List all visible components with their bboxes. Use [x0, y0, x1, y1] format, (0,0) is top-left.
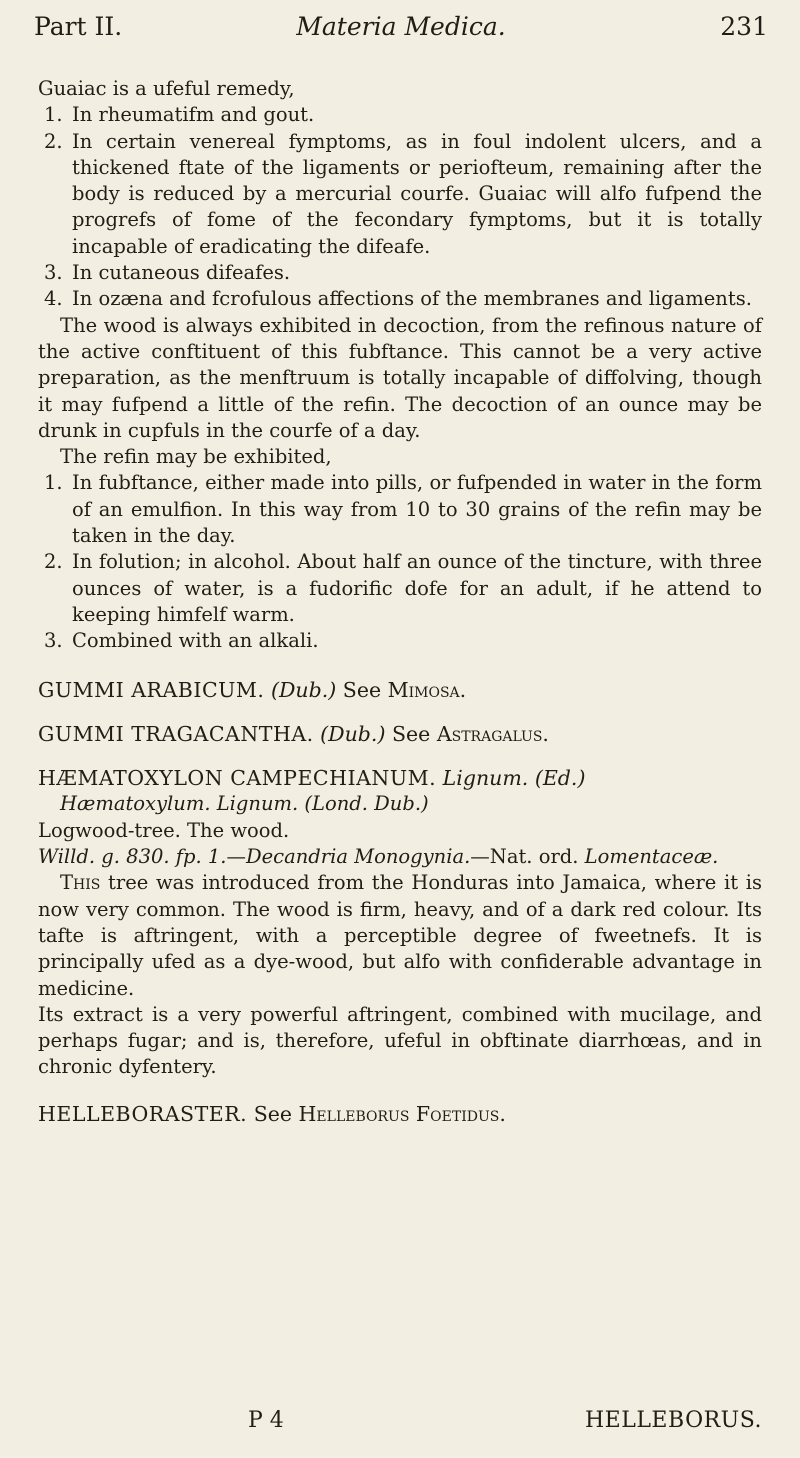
list-item: 4. In ozæna and fcrofulous affections of the membranes and ligaments.: [44, 287, 752, 311]
entry-gummi-tragacantha: GUMMI TRAGACANTHA. (Dub.) See Astragalus.: [38, 721, 549, 746]
entry-title-line: [38, 765, 762, 791]
extract-paragraph: Its extract is a very powerful aftringent, combined with mucilage, and perhaps fugar; and is, therefore, ufeful in obftinate diarrhœas, and in chronic dyfentery.: [38, 1002, 762, 1079]
section-title: Materia Medica.: [296, 12, 506, 41]
classification-line: Willd. g. 830. fp. 1.—Decandria Monogynia.—Nat. ord. Lomentaceæ.: [38, 845, 719, 869]
source-label: (Dub.): [320, 721, 386, 746]
cross-reference: Astragalus.: [436, 721, 549, 746]
list-item: 1. In fubftance, either made into pills, or fufpended in water in the form of an emulfion. In this way from 10 to 30 grains of the refin may be taken in the day.: [44, 471, 762, 548]
source-label: (Dub.): [270, 677, 337, 702]
source-label: (Ed.): [534, 766, 586, 791]
list-item: 1. In rheumatifm and gout.: [44, 103, 315, 127]
list-item: 3. In cutaneous difeafes.: [44, 261, 291, 285]
entry-headword: GUMMI ARABICUM.: [38, 677, 265, 702]
synonyms-line: Hæmatoxylum. Lignum. (Lond. Dub.): [60, 792, 429, 816]
english-name: Logwood-tree. The wood.: [38, 818, 290, 842]
decoction-paragraph: The wood is always exhibited in decoction, from the refinous nature of the active conftituent of this fubftance. This cannot be a very active preparation, as the menftruum is totally incapable of diffolving, though it may fufpend a little of the refin. The decoction of an ounce may be drunk in cupfuls in the courfe of a day.: [38, 313, 762, 442]
part-label: Part II.: [34, 12, 123, 41]
running-header: [34, 12, 768, 48]
entry-headword: HELLEBORASTER.: [38, 1101, 248, 1126]
description-paragraph: This tree was introduced from the Honduras into Jamaica, where it is now very common. The wood is firm, heavy, and of a dark red colour. Its tafte is aftringent, with a perceptible degree of fweetnefs. It is principally ufed as a dye-wood, but alfo with confiderable advantage in medicine.: [38, 871, 762, 1000]
list-item: 3. Combined with an alkali.: [44, 629, 319, 653]
entry-haematoxylon: [38, 765, 762, 1081]
entry-helleboraster: HELLEBORASTER. See Helleborus Foetidus.: [38, 1101, 506, 1126]
entry-gummi-arabicum: GUMMI ARABICUM. (Dub.) See Mimosa.: [38, 677, 467, 702]
page-footer: [38, 1408, 762, 1442]
page-number: 231: [720, 12, 768, 41]
page-body: [38, 76, 762, 1127]
cross-reference: Helleborus Foetidus.: [298, 1101, 506, 1126]
list-item: 2. In certain venereal fymptoms, as in foul indolent ulcers, and a thickened ftate of the ligaments or periofteum, remaining after the body is reduced by a mercurial courfe. Guaiac will alfo fufpend the progrefs of fome of the fecondary fymptoms, but it is totally incapable of eradicating the difeafe.: [44, 129, 762, 258]
list-item: 2. In folution; in alcohol. About half an ounce of the tincture, with three ounces of water, is a fudorific dofe for an adult, if he attend to keeping himfelf warm.: [44, 550, 762, 626]
entry-headword: GUMMI TRAGACANTHA.: [38, 721, 314, 746]
resin-uses-list: [38, 470, 762, 654]
cross-reference: Mimosa.: [387, 677, 467, 702]
resin-intro: The refin may be exhibited,: [60, 445, 332, 469]
guaiac-uses-list: [38, 102, 762, 312]
guaiac-intro: Guaiac is a ufeful remedy,: [38, 77, 295, 100]
signature-mark: P 4: [248, 1408, 284, 1433]
official-part: Lignum.: [442, 766, 529, 791]
entry-headword: HÆMATOXYLON CAMPECHIANUM.: [38, 766, 437, 791]
catchword: HELLEBORUS.: [584, 1408, 762, 1433]
